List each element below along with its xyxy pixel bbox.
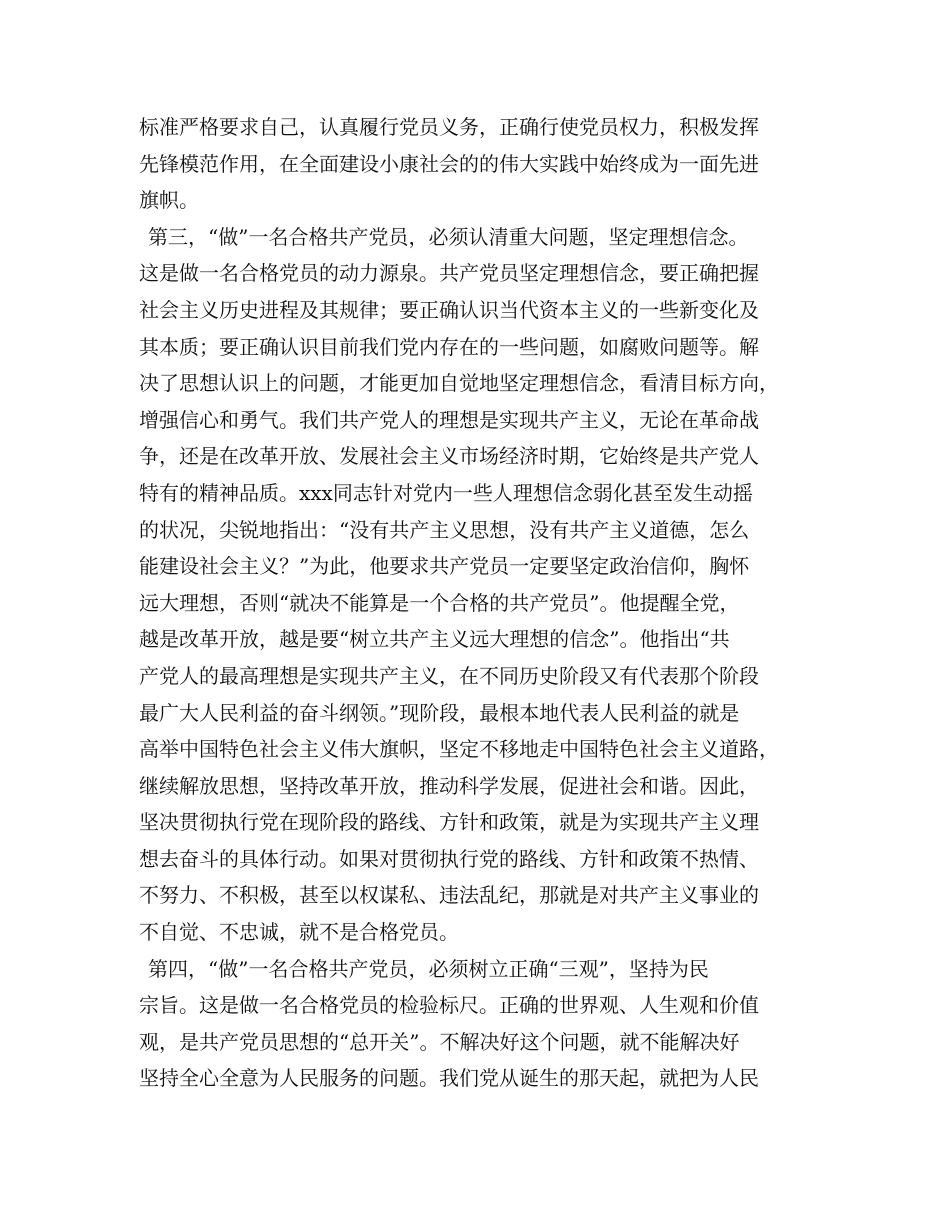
text-line: 宗旨。这是做一名合格党员的检验标尺。正确的世界观、人生观和价值 — [139, 993, 759, 1018]
text-line: 产党人的最高理想是实现共产主义，在不同历史阶段又有代表那个阶段 — [139, 663, 759, 688]
paragraph-start-line: 第三，“做”一名合格共产党员，必须认清重大问题，坚定理想信念。 — [148, 224, 749, 249]
text-line: 旗帜。 — [139, 188, 199, 213]
text-line: 特有的精神品质。xxx同志针对党内一些人理想信念弱化甚至发生动摇 — [139, 480, 753, 505]
text-line: 的状况，尖锐地指出：“没有共产主义思想，没有共产主义道德，怎么 — [139, 517, 750, 542]
text-line: 坚决贯彻执行党在现阶段的路线、方针和政策，就是为实现共产主义理 — [139, 810, 759, 835]
text-line: 先锋模范作用，在全面建设小康社会的的伟大实践中始终成为一面先进 — [139, 151, 759, 176]
text-line: 不努力、不积极，甚至以权谋私、违法乱纪，那就是对共产主义事业的 — [139, 883, 759, 908]
text-line: 坚持全心全意为人民服务的问题。我们党从诞生的那天起，就把为人民 — [139, 1066, 759, 1091]
text-line: 远大理想，否则“就决不能算是一个合格的共产党员”。他提醒全党， — [139, 590, 740, 615]
text-line: 这是做一名合格党员的动力源泉。共产党员坚定理想信念，要正确把握 — [139, 261, 759, 286]
text-line: 其本质；要正确认识目前我们党内存在的一些问题，如腐败问题等。解 — [139, 334, 759, 359]
text-line: 观，是共产党员思想的“总开关”。不解决好这个问题，就不能解决好 — [139, 1029, 740, 1054]
text-line: 决了思想认识上的问题，才能更加自觉地坚定理想信念，看清目标方向， — [139, 371, 779, 396]
text-line: 增强信心和勇气。我们共产党人的理想是实现共产主义，无论在革命战 — [139, 407, 759, 432]
text-line: 最广大人民利益的奋斗纲领。”现阶段，最根本地代表人民利益的就是 — [139, 700, 740, 725]
text-line: 想去奋斗的具体行动。如果对贯彻执行党的路线、方针和政策不热情、 — [139, 846, 759, 871]
text-line: 继续解放思想，坚持改革开放，推动科学发展，促进社会和谐。因此， — [139, 773, 759, 798]
text-line: 争，还是在改革开放、发展社会主义市场经济时期，它始终是共产党人 — [139, 444, 759, 469]
text-line: 能建设社会主义？”为此，他要求共产党员一定要坚定政治信仰，胸怀 — [139, 554, 750, 579]
text-line: 高举中国特色社会主义伟大旗帜，坚定不移地走中国特色社会主义道路， — [139, 737, 779, 762]
text-line: 越是改革开放，越是要“树立共产主义远大理想的信念”。他指出“共 — [139, 627, 730, 652]
text-line: 社会主义历史进程及其规律；要正确认识当代资本主义的一些新变化及 — [139, 297, 759, 322]
text-line: 不自觉、不忠诚，就不是合格党员。 — [139, 920, 459, 945]
body-text — [139, 109, 829, 1097]
paragraph-start-line: 第四，“做”一名合格共产党员，必须树立正确“三观”，坚持为民 — [148, 956, 709, 981]
text-line: 标准严格要求自己，认真履行党员义务，正确行使党员权力，积极发挥 — [139, 115, 759, 139]
